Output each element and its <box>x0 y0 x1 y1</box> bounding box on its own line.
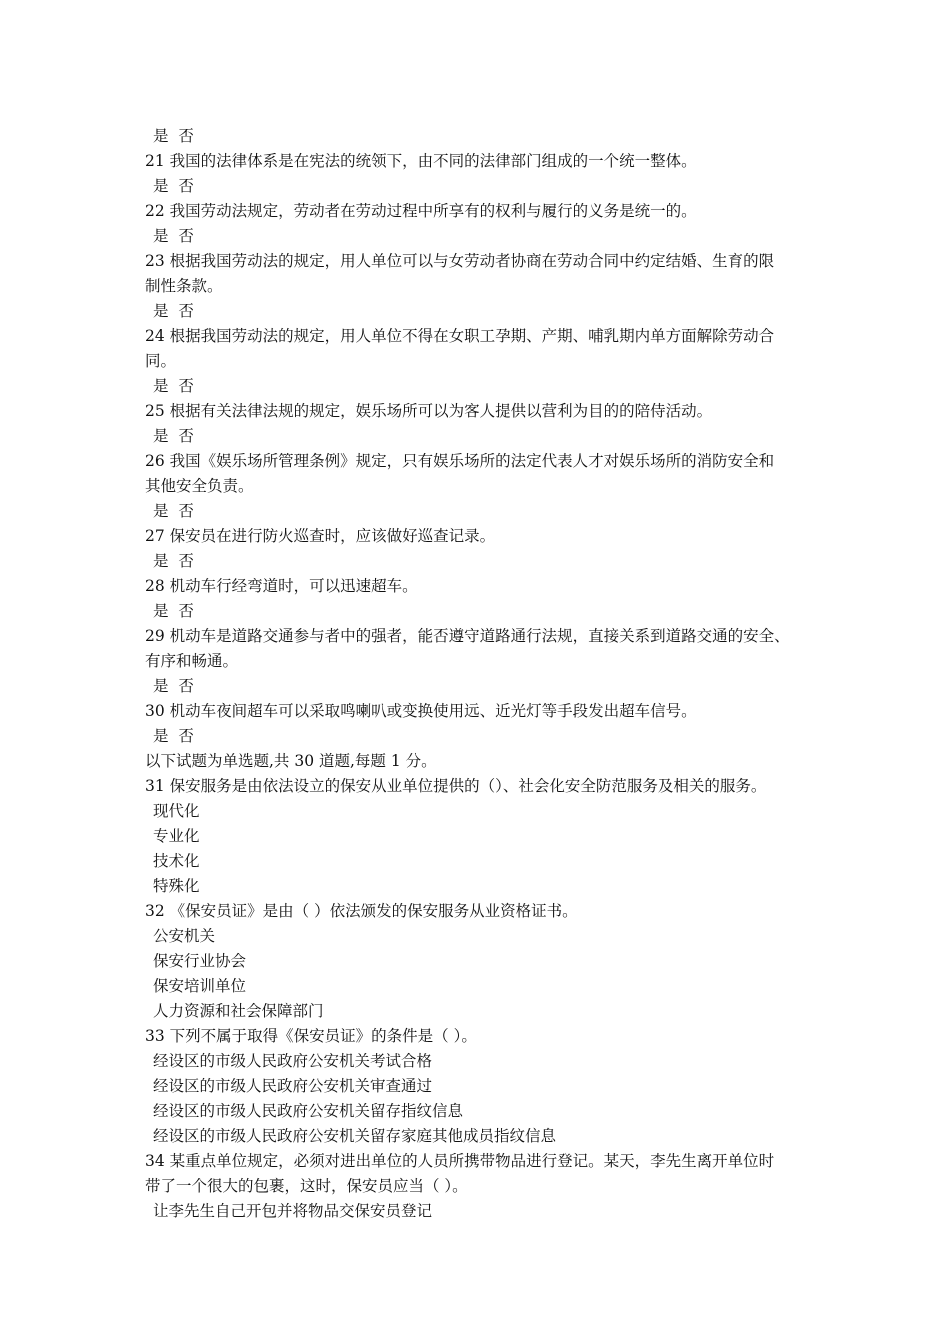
answer-options: 是 否 <box>153 377 194 395</box>
answer-options: 是 否 <box>153 552 194 570</box>
option-item: 专业化 <box>153 827 200 845</box>
option-item: 保安培训单位 <box>153 977 247 995</box>
answer-options: 是 否 <box>153 177 194 195</box>
option-item: 保安行业协会 <box>153 952 247 970</box>
question-21: 21 我国的法律体系是在宪法的统领下，由不同的法律部门组成的一个统一整体。 <box>145 152 697 170</box>
question-32: 32 《保安员证》是由（ ）依法颁发的保安服务从业资格证书。 <box>145 902 578 920</box>
option-item: 经设区的市级人民政府公安机关留存家庭其他成员指纹信息 <box>153 1127 557 1145</box>
option-item: 公安机关 <box>153 927 216 945</box>
question-24: 24 根据我国劳动法的规定，用人单位不得在女职工孕期、产期、哺乳期内单方面解除劳动合 <box>145 327 775 345</box>
answer-options: 是 否 <box>153 127 194 145</box>
option-item: 让李先生自己开包并将物品交保安员登记 <box>153 1202 433 1220</box>
question-34-cont: 带了一个很大的包裹，这时，保安员应当（ ）。 <box>145 1177 468 1195</box>
question-23-cont: 制性条款。 <box>145 277 223 295</box>
option-item: 经设区的市级人民政府公安机关留存指纹信息 <box>153 1102 464 1120</box>
question-24-cont: 同。 <box>145 352 177 370</box>
question-30: 30 机动车夜间超车可以采取鸣喇叭或变换使用远、近光灯等手段发出超车信号。 <box>145 702 697 720</box>
question-26: 26 我国《娱乐场所管理条例》规定，只有娱乐场所的法定代表人才对娱乐场所的消防安全和 <box>145 452 775 470</box>
question-28: 28 机动车行经弯道时，可以迅速超车。 <box>145 577 418 595</box>
section-instructions: 以下试题为单选题,共 30 道题,每题 1 分。 <box>145 752 437 770</box>
question-26-cont: 其他安全负责。 <box>145 477 254 495</box>
answer-options: 是 否 <box>153 427 194 445</box>
question-23: 23 根据我国劳动法的规定，用人单位可以与女劳动者协商在劳动合同中约定结婚、生育的限 <box>145 252 775 270</box>
option-item: 经设区的市级人民政府公安机关考试合格 <box>153 1052 433 1070</box>
question-34: 34 某重点单位规定，必须对进出单位的人员所携带物品进行登记。某天，李先生离开单位时 <box>145 1152 775 1170</box>
document-page <box>145 124 835 1224</box>
question-22: 22 我国劳动法规定，劳动者在劳动过程中所享有的权利与履行的义务是统一的。 <box>145 202 697 220</box>
option-item: 经设区的市级人民政府公安机关审查通过 <box>153 1077 433 1095</box>
answer-options: 是 否 <box>153 602 194 620</box>
answer-options: 是 否 <box>153 727 194 745</box>
answer-options: 是 否 <box>153 502 194 520</box>
question-33: 33 下列不属于取得《保安员证》的条件是（ ）。 <box>145 1027 477 1045</box>
option-item: 现代化 <box>153 802 200 820</box>
question-29-cont: 有序和畅通。 <box>145 652 239 670</box>
answer-options: 是 否 <box>153 302 194 320</box>
question-27: 27 保安员在进行防火巡查时，应该做好巡查记录。 <box>145 527 496 545</box>
option-item: 技术化 <box>153 852 200 870</box>
option-item: 人力资源和社会保障部门 <box>153 1002 324 1020</box>
answer-options: 是 否 <box>153 677 194 695</box>
question-25: 25 根据有关法律法规的规定，娱乐场所可以为客人提供以营利为目的的陪侍活动。 <box>145 402 713 420</box>
question-31: 31 保安服务是由依法设立的保安从业单位提供的（）、社会化安全防范服务及相关的服务。 <box>145 777 767 795</box>
question-29: 29 机动车是道路交通参与者中的强者，能否遵守道路通行法规，直接关系到道路交通的安全、 <box>145 627 790 645</box>
answer-options: 是 否 <box>153 227 194 245</box>
option-item: 特殊化 <box>153 877 200 895</box>
